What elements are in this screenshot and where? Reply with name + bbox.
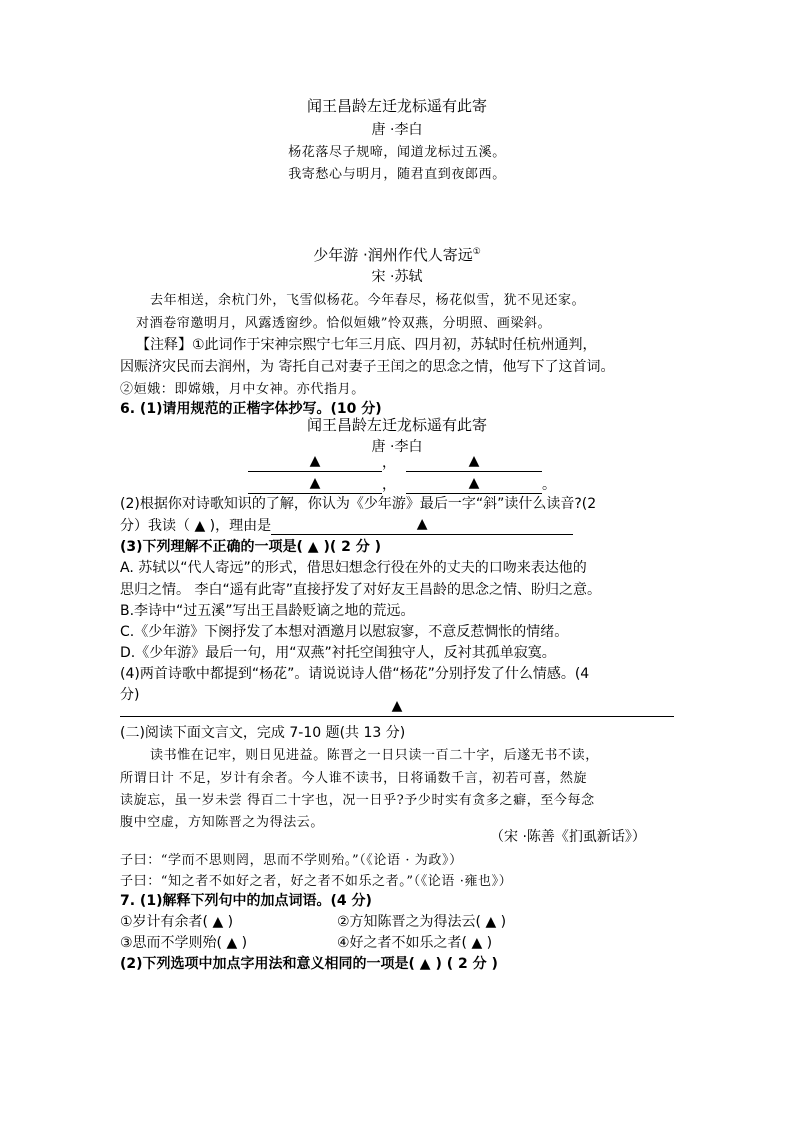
copy-row-2 [248, 474, 556, 494]
q7-part1: 7. (1)解释下列句中的加点词语。(4 分) [120, 893, 372, 909]
poem2-author: 宋 ·苏轼 [371, 269, 423, 285]
period: 。 [542, 477, 556, 493]
poem2-note1: 【注释】①此词作于宋神宗熙宁七年三月底、四月初，苏轼时任杭州通判， [136, 337, 597, 353]
poem2-line2: 对酒卷帘邀明月，风露透窗纱。恰似姮娥”怜双燕，分明照、画梁斜。 [136, 316, 552, 331]
q6-option-a2: 思归之情。 李白“遥有此寄”直接抒发了对好友王昌龄的思念之情、盼归之意。 [120, 582, 601, 598]
quote-2: 子曰：“知之者不如好之者，好之者不如乐之者。”（《论语 ·雍也》） [120, 874, 513, 889]
q7-item3: ③思而不学则殆( ▲ ) [120, 935, 248, 951]
poem1-title: 闻王昌龄左迁龙标遥有此寄 [306, 97, 487, 115]
section2-heading: (二)阅读下面文言文，完成 7-10 题(共 13 分) [120, 725, 406, 741]
q6-copy-title: 闻王昌龄左迁龙标遥有此寄 [306, 416, 487, 434]
reason-blank[interactable] [271, 516, 573, 535]
poem2-title-row [0, 244, 794, 265]
triangle-icon: ▲ [391, 698, 403, 714]
passage-source: （宋 ·陈善《扪虱新话》） [490, 829, 646, 845]
passage-line3: 读旋忘，虽一岁未尝 得百二十字也，况一日乎?予少时实有贪多之癖，至今每念 [120, 793, 595, 808]
poem2-note2: 因赈济灾民而去润州，为 寄托自己对妻子王闰之的思念之情，他写下了这首词。 [120, 359, 615, 375]
q6-part2-a: (2)根据你对诗歌知识的了解，你认为《少年游》最后一字“斜”读什么读音?(2 [120, 496, 597, 512]
q6-part1: 6. (1)请用规范的正楷字体抄写。(10 分) [120, 401, 382, 417]
answer-line-q6-4[interactable] [120, 698, 674, 717]
triangle-icon: ▲ [309, 475, 321, 491]
poem2-note-mark: ① [472, 247, 481, 257]
passage-line4: 腹中空虚，方知陈晋之为得法云。 [120, 815, 325, 830]
q6-part2-b-text: 分）我读（ ▲ )，理由是 [120, 518, 272, 534]
q6-copy-author: 唐 ·李白 [371, 439, 423, 455]
poem2-note3: ②姮娥：即嫦娥，月中女神。亦代指月。 [120, 382, 365, 397]
poem1-line2: 我寄愁心与明月，随君直到夜郎西。 [288, 167, 506, 182]
triangle-icon: ▲ [468, 475, 480, 491]
poem1-line1: 杨花落尽子规啼，闻道龙标过五溪。 [288, 145, 506, 160]
quote-1: 子曰：“学而不思则罔，思而不学则殆。”（《论语 · 为政》） [120, 853, 463, 868]
passage-line1: 读书惟在记牢，则日见进益。陈晋之一日只读一百二十字，后遂无书不读， [150, 748, 599, 763]
q6-option-b: B.李诗中“过五溪”写出王昌龄贬谪之地的荒远。 [120, 603, 415, 619]
triangle-icon: ▲ [468, 453, 480, 469]
q6-option-c: C.《少年游》下阕抒发了本想对酒邀月以慰寂寥，不意反惹惆怅的情绪。 [120, 624, 569, 640]
q6-part3: (3)下列理解不正确的一项是( ▲ )( 2 分 ) [120, 539, 382, 555]
copy-blank-2[interactable] [406, 453, 542, 472]
q7-item2: ②方知陈晋之为得法云( ▲ ) [337, 914, 507, 930]
q7-item1: ①岁计有余者( ▲ ) [120, 914, 234, 930]
q6-option-a1: A. 苏轼以“代人寄远”的形式，借思妇想念行役在外的丈夫的口吻来表达他的 [120, 560, 587, 576]
q6-part4-a: (4)两首诗歌中都提到“杨花”。请说说诗人借“杨花”分别抒发了什么情感。(4 [120, 666, 590, 682]
copy-row-1 [248, 452, 542, 472]
q6-part2-b [120, 515, 573, 535]
passage-line2: 所谓日计 不足，岁计有余者。今人谁不读书，日将诵数千言，初若可喜，然旋 [120, 771, 588, 786]
comma: ， [382, 455, 396, 471]
poem2-title: 少年游 ·润州作代人寄远 [313, 246, 473, 264]
triangle-icon: ▲ [309, 453, 321, 469]
copy-blank-1[interactable] [248, 453, 382, 472]
q6-part4-b: 分) [120, 687, 140, 703]
q7-part2: (2)下列选项中加点字用法和意义相同的一项是( ▲ ) ( 2 分 ) [120, 956, 498, 972]
copy-blank-4[interactable] [406, 475, 542, 494]
poem2-line1: 去年相送，余杭门外，飞雪似杨花。今年春尽，杨花似雪，犹不见还家。 [150, 293, 586, 308]
poem1-author: 唐 ·李白 [371, 122, 423, 138]
triangle-icon: ▲ [416, 516, 428, 532]
comma: ， [382, 477, 396, 493]
answer-blank[interactable] [120, 698, 674, 717]
copy-blank-3[interactable] [248, 475, 382, 494]
q7-item4: ④好之者不如乐之者( ▲ ) [337, 935, 493, 951]
q6-option-d: D.《少年游》最后一句，用“双燕”衬托空闺独守人，反衬其孤单寂寞。 [120, 645, 556, 661]
